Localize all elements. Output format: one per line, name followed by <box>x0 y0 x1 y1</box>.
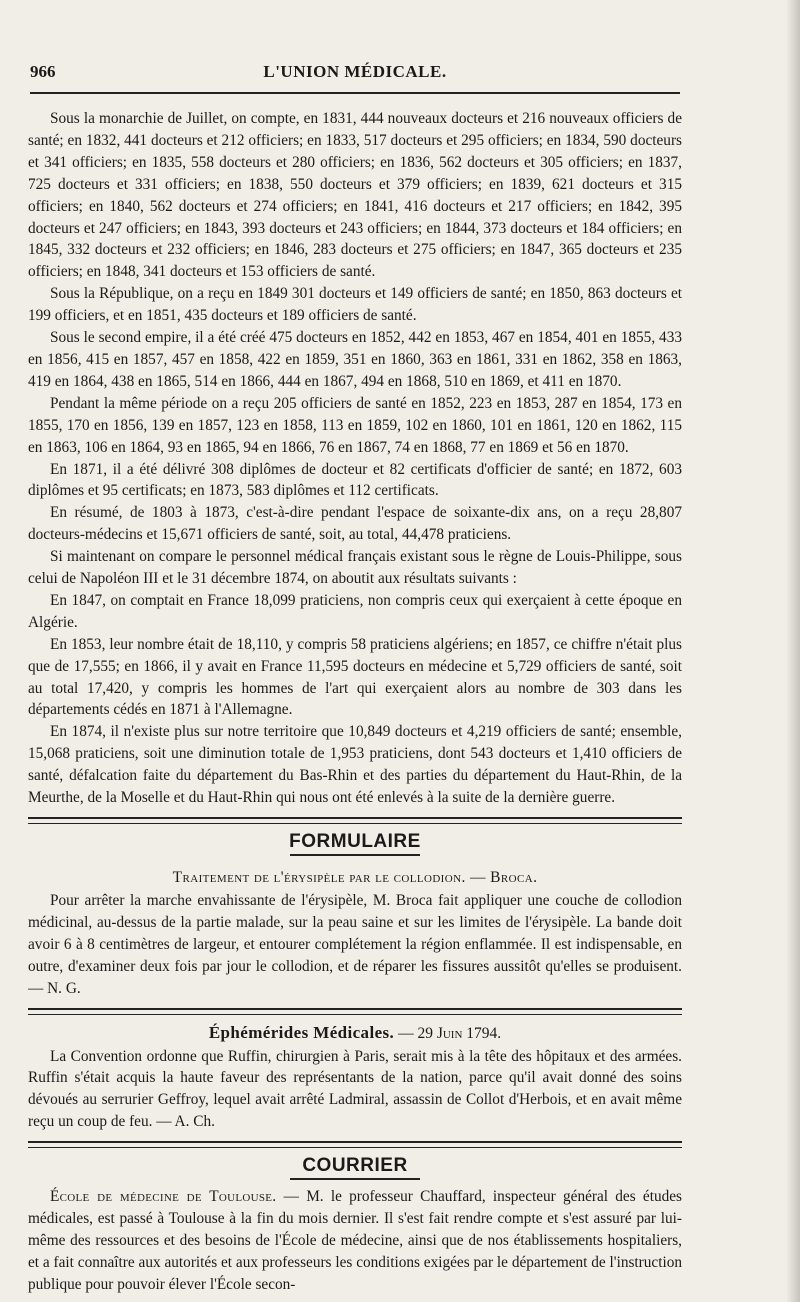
courrier-lead-in: École de médecine de Toulouse. <box>50 1188 277 1206</box>
page-header <box>30 62 680 90</box>
running-head: L'UNION MÉDICALE. <box>263 62 447 81</box>
paragraph-republique: Sous la République, on a reçu en 1849 301 docteurs et 149 officiers de santé; en 1850, 863 docteurs et 199 officiers, et en 1851, 435 docteurs et 189 officiers de santé. <box>28 285 682 325</box>
paragraph-monarchie: Sous la monarchie de Juillet, on compte, en 1831, 444 nouveaux docteurs et 216 nouveaux officiers de santé; en 1832, 441 docteurs et 212 officiers; en 1833, 517 docteurs et 295 officiers; en 1834, 590 docteurs et 341 officiers; en 1835, 558 docteurs et 280 officiers; en 1836, 562 docteurs et 305 officiers; en 1837, 725 docteurs et 331 officiers; en 1838, 550 docteurs et 379 officiers; en 1839, 621 docteurs et 315 officiers; en 1840, 562 docteurs et 274 officiers; en 1841, 416 docteurs et 217 officiers; en 1842, 395 docteurs et 247 officiers; en 1843, 393 docteurs et 243 officiers; en 1844, 373 docteurs et 184 officiers; en 1845, 332 docteurs et 232 officiers; en 1846, 283 docteurs et 275 officiers; en 1847, 365 docteurs et 235 officiers; en 1848, 341 docteurs et 153 officiers de santé. <box>28 110 682 281</box>
courrier-text <box>28 1186 682 1296</box>
section-divider-courrier <box>28 1141 682 1148</box>
formulaire-title: FORMULAIRE <box>289 831 421 852</box>
paragraph-1847: En 1847, on comptait en France 18,099 praticiens, non compris ceux qui exerçaient à cette époque en Algérie. <box>28 591 682 631</box>
page-body <box>28 108 682 1296</box>
paragraph-resume: En résumé, de 1803 à 1873, c'est-à-dire pendant l'espace de soixante-dix ans, on a reçu 28,807 docteurs-médecins et 15,671 officiers de santé, soit, au total, 44,478 praticiens. <box>28 504 682 544</box>
ephemerides-date: — 29 Juin 1794. <box>398 1024 502 1042</box>
ephemerides-title: Éphémérides Médicales. <box>208 1022 395 1042</box>
section-divider-formulaire <box>28 817 682 824</box>
section-divider-ephemerides <box>28 1008 682 1015</box>
courrier-body: — M. le professeur Chauffard, inspecteur général des études médicales, est passé à Toulouse à la fin du mois dernier. Il s'est fait rendre compte et s'est assuré par lui-même des ressources et des besoins de l'École de médecine, ainsi que de nos établissements hospitaliers, et a fait connaître aux autorités et aux professeurs les conditions exigées par le département de l'instruction publique pour pouvoir élever l'École secon- <box>28 1188 682 1293</box>
courrier-title: COURRIER <box>302 1155 408 1177</box>
paragraph-second-empire-officiers: Pendant la même période on a reçu 205 officiers de santé en 1852, 223 en 1853, 287 en 1854, 173 en 1855, 170 en 1856, 139 en 1857, 123 en 1858, 113 en 1859, 102 en 1860, 101 en 1861, 120 en 1862, 115 en 1863, 106 en 1864, 93 en 1865, 94 en 1866, 76 en 1867, 74 en 1868, 77 en 1869 et 56 en 1870. <box>28 394 682 456</box>
formulaire-text: Pour arrêter la marche envahissante de l'érysipèle, M. Broca fait appliquer une couche de collodion médicinal, au-dessus de la partie malade, sur la peau saine et sur les limites de l'érysipèle. La bande doit avoir 6 à 8 centimètres de largeur, et entourer complétement la région enflammée. Il est indispensable, en outre, d'examiner deux fois par jour le collodion, et de réparer les fissures aussitôt qu'elles se produisent. — N. G. <box>28 892 682 997</box>
paragraph-second-empire-docteurs: Sous le second empire, il a été créé 475 docteurs en 1852, 442 en 1853, 467 en 1854, 401 en 1855, 433 en 1856, 415 en 1857, 457 en 1858, 422 en 1859, 351 en 1860, 363 en 1861, 331 en 1862, 358 en 1863, 419 en 1864, 438 en 1865, 514 en 1866, 444 en 1867, 494 en 1868, 510 en 1869, et 411 en 1870. <box>28 329 682 390</box>
paragraph-1853: En 1853, leur nombre était de 18,110, y compris 58 praticiens algériens; en 1857, ce chiffre n'était plus que de 17,555; en 1866, il y avait en France 11,595 docteurs en médecine et 5,729 officiers de santé, soit au total 17,420, y compris les hommes de l'art qui exerçaient alors au nombre de 303 dans les départements cédés en 1871 à l'Allemagne. <box>28 635 682 719</box>
ephemerides-text: La Convention ordonne que Ruffin, chirurgien à Paris, serait mis à la tête des hôpitaux et des armées. Ruffin s'était acquis la haute faveur des représentants de la nation, parce qu'il avait donné des soins dévoués au serrurier Geffroy, lequel avait arrêté Ladmiral, assassin de Collot d'Herbois, et en avait même reçu un coup de feu. — A. Ch. <box>28 1047 682 1131</box>
paragraph-1874: En 1874, il n'existe plus sur notre territoire que 10,849 docteurs et 4,219 officiers de santé; ensemble, 15,068 praticiens, soit une diminution totale de 1,953 praticiens, dont 543 docteurs et 1,410 officiers de santé, défalcation faite du département du Bas-Rhin et des parties du département du Haut-Rhin, de la Meurthe, de la Moselle et du Haut-Rhin qui nous ont été enlevés à la suite de la dernière guerre. <box>28 723 682 807</box>
formulaire-subhead: Traitement de l'érysipèle par le collodion. — Broca. <box>172 869 538 886</box>
paragraph-1871: En 1871, il a été délivré 308 diplômes de docteur et 82 certificats d'officier de santé; en 1872, 603 diplômes et 95 certificats; en 1873, 583 diplômes et 112 certificats. <box>28 460 682 500</box>
header-rule <box>30 92 680 94</box>
page-number: 966 <box>30 62 56 81</box>
ephemerides-heading <box>28 1021 682 1046</box>
paragraph-comparaison: Si maintenant on compare le personnel médical français existant sous le règne de Louis-Philippe, sous celui de Napoléon III et le 31 décembre 1874, on aboutit aux résultats suivants : <box>28 548 682 588</box>
